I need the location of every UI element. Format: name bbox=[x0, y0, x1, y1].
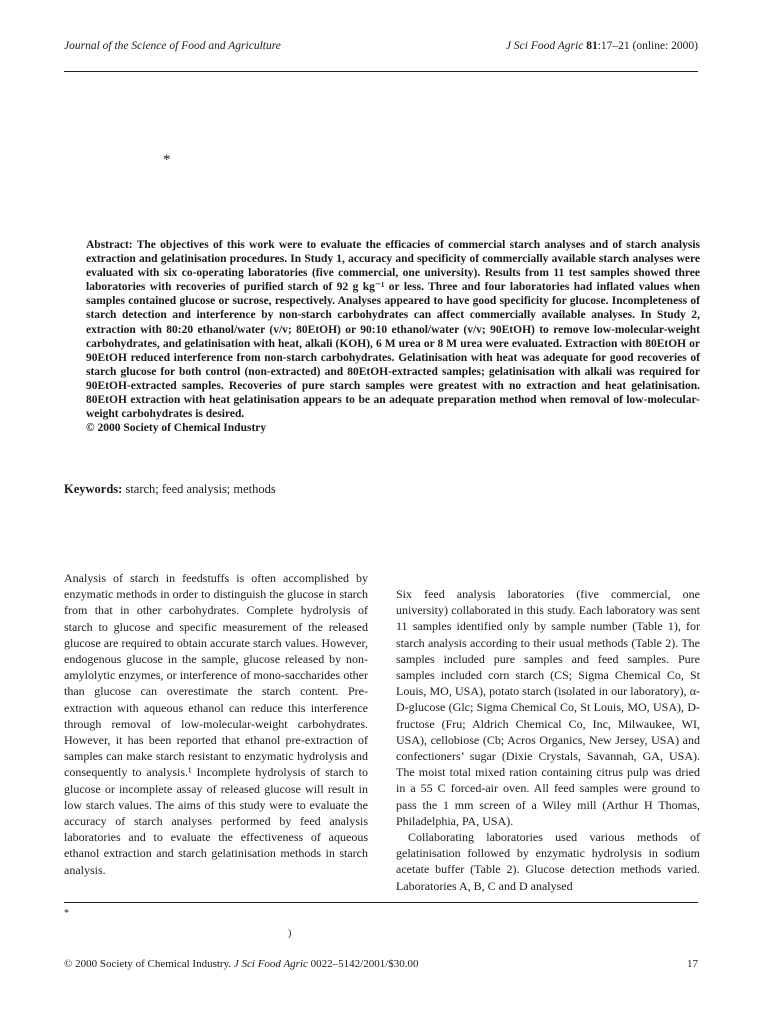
footer-journal: J Sci Food Agric bbox=[233, 958, 308, 970]
body-column-right bbox=[396, 586, 700, 894]
keywords-label: Keywords: bbox=[64, 482, 123, 496]
citation-volume: 81 bbox=[586, 40, 598, 52]
citation-rest: :17–21 (online: 2000) bbox=[597, 40, 698, 52]
footnote-marker: * bbox=[64, 908, 69, 919]
keywords bbox=[64, 482, 276, 497]
keywords-text: starch; feed analysis; methods bbox=[122, 482, 276, 496]
methods-paragraph-1: Six feed analysis laboratories (five commercial, one university) collaborated in this study. Each laboratory was sent 11 samples identified only by sample number (Table 1), for starch analysis according to their usual methods (Table 2). The samples included pure samples and feed samples. Pure samples included corn starch (CS; Sigma Chemical Co, St Louis, MO, USA), potato starch (isolated in our laboratory), α-D-glucose (Glc; Sigma Chemical Co, St Louis, MO, USA), D-fructose (Fru; Aldrich Chemical Co, Inc, Milwaukee, WI, USA), cellobiose (Cb; Acros Organics, New Jersey, USA) and confectioners’ sugar (Dixie Crystals, Savannah, GA, USA). The moist total mixed ration containing citrus pulp was dried in a 55 C forced-air oven. All feed samples were ground to pass the 1 mm screen of a Wiley mill (Arthur H Thomas, Philadelphia, PA, USA). bbox=[396, 587, 700, 828]
intro-paragraph: Analysis of starch in feedstuffs is often accomplished by enzymatic methods in order to distinguish the glucose in starch from that in other carbohydrates. Complete hydrolysis of starch to glucose and specific measurement of the released glucose are required to obtain accurate starch values. However, endogenous glucose in the sample, glucose released by non-amylolytic enzymes, or interference of mono-saccharides other than glucose can overestimate the starch content. Pre-extraction with aqueous ethanol can reduce this interference through removal of low-molecular-weight carbohydrates. However, it has been reported that ethanol pre-extraction of samples can make starch resistant to enzymatic hydrolysis and consequently to analysis.¹ Incomplete hydrolysis of starch to glucose or incomplete assay of released glucose will result in low starch values. The aims of this study were to evaluate the accuracy of starch analyses performed by feed analysis laboratories and to evaluate the effectiveness of aqueous ethanol extraction and starch gelatinisation methods in starch analysis. bbox=[64, 571, 368, 877]
header-rule bbox=[64, 71, 698, 72]
footer-copyright: © 2000 Society of Chemical Industry. bbox=[64, 958, 232, 970]
abstract bbox=[86, 238, 700, 435]
abstract-copyright: © 2000 Society of Chemical Industry bbox=[86, 422, 267, 435]
page-footer bbox=[64, 958, 419, 970]
page-number: 17 bbox=[687, 958, 698, 970]
running-header-journal: Journal of the Science of Food and Agriculture bbox=[64, 40, 281, 52]
abstract-text: Abstract: The objectives of this work were to evaluate the efficacies of commercial starch analyses and of starch analysis extraction and gelatinisation procedures. In Study 1, accuracy and specificity of commercially available starch analyses were evaluated with six co-operating laboratories (five commercial, one university). Results from 11 test samples showed three laboratories with recoveries of purified starch of 92 g kg⁻¹ or less. Three and four laboratories had inflated values when samples contained glucose or sucrose, respectively. Analyses appeared to have good specificity for glucose. Incompleteness of starch detection and interference by non-starch carbohydrates can affect commercially available analyses. In Study 2, extraction with 80:20 ethanol/water (v/v; 80EtOH) or 90:10 ethanol/water (v/v; 90EtOH) to remove low-molecular-weight carbohydrates, and gelatinisation with heat, alkali (KOH), 6 M urea or 8 M urea were evaluated. Extraction with 80EtOH or 90EtOH reduced interference from non-starch carbohydrates. Gelatinisation with heat was adequate for good recoveries of starch glucose for both control (non-extracted) and 80EtOH-extracted samples; gelatinisation with alkali was required for 90EtOH-extracted samples. Recoveries of pure starch samples were greatest with no extraction and heat gelatinisation. 80EtOH extraction with heat gelatinisation appears to be an adequate preparation method when removal of low-molecular-weight carbohydrates is desired. bbox=[86, 239, 700, 421]
footnote-rule bbox=[64, 902, 698, 903]
methods-paragraph-2: Collaborating laboratories used various methods of gelatinisation followed by enzymatic hydrolysis in sodium acetate buffer (Table 2). Glucose detection methods varied. Laboratories A, B, C and D analysed bbox=[396, 830, 700, 893]
body-column-left bbox=[64, 570, 368, 878]
citation-abbrev: J Sci Food Agric bbox=[505, 40, 584, 52]
footer-issn: 0022–5142/2001/$30.00 bbox=[310, 958, 419, 970]
title-marker: * bbox=[163, 152, 171, 168]
running-header-citation bbox=[506, 40, 698, 52]
footnote-paren: ) bbox=[288, 928, 292, 939]
